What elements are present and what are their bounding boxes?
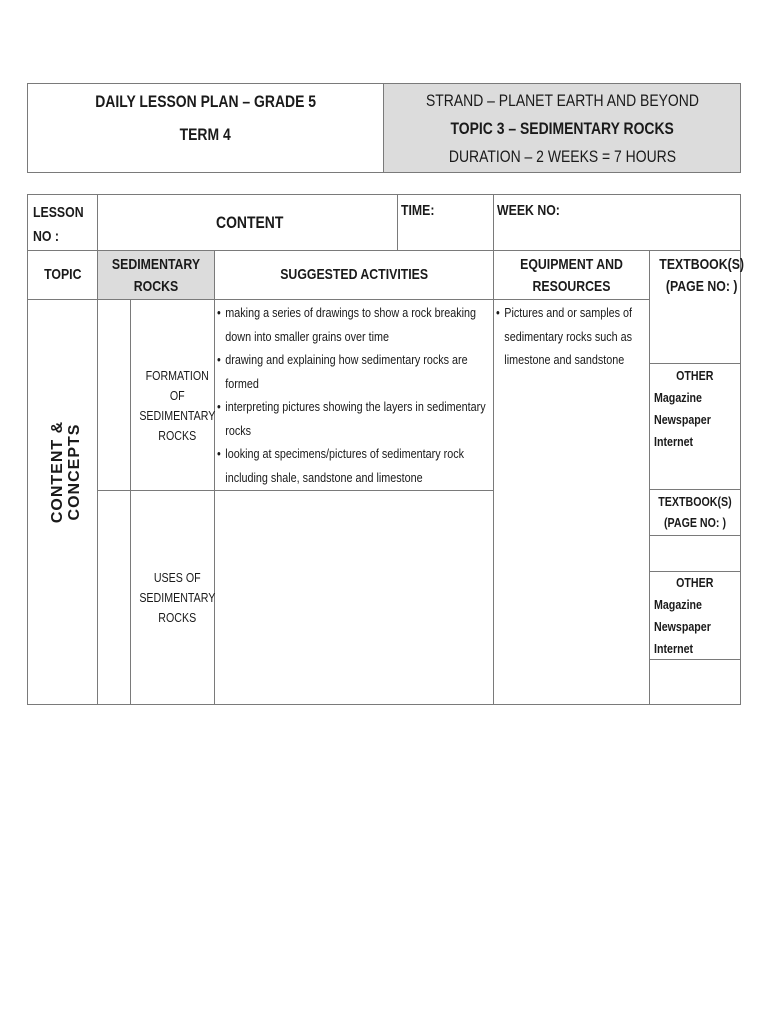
lesson-no-label: LESSON NO : <box>33 204 84 245</box>
other-label-1: OTHER <box>676 368 714 383</box>
row2-bottom-line <box>27 299 649 300</box>
tb-line1 <box>649 363 741 364</box>
other-list-1: Magazine Newspaper Internet <box>654 390 711 449</box>
tb-line2 <box>649 489 741 490</box>
other-label-2: OTHER <box>676 575 714 590</box>
strand-label: STRAND – PLANET EARTH AND BEYOND <box>425 91 699 110</box>
subtopic-uses: USES OF SEDIMENTARY ROCKS <box>139 570 216 625</box>
col6-line <box>649 251 650 705</box>
week-no-label: WEEK NO: <box>497 202 560 219</box>
col2b-line <box>130 300 131 705</box>
duration-label: DURATION – 2 WEEKS = 7 HOURS <box>448 147 676 166</box>
lesson-plan-title: DAILY LESSON PLAN – GRADE 5 <box>95 92 316 111</box>
time-divider <box>397 194 398 251</box>
other-list-2: Magazine Newspaper Internet <box>654 597 711 656</box>
textbook-label-2: TEXTBOOK(S) (PAGE NO: ) <box>658 494 732 530</box>
equipment-header: EQUIPMENT AND RESOURCES <box>520 256 623 295</box>
topic-label: TOPIC 3 – SEDIMENTARY ROCKS <box>450 119 674 138</box>
subtopic-formation: FORMATION OF SEDIMENTARY ROCKS <box>139 368 216 443</box>
resource-item: • Pictures and or samples of sedimentary rocks such as limestone and sandstone <box>496 301 645 372</box>
time-label: TIME: <box>401 202 435 219</box>
activities-list <box>217 301 491 489</box>
activity-item: • looking at specimens/pictures of sedimentary rock including shale, sandstone and limestone <box>217 442 491 489</box>
content-concepts-side-label: CONTENT & CONCEPTS <box>49 420 83 524</box>
suggested-activities-header: SUGGESTED ACTIVITIES <box>280 266 428 283</box>
activity-item: • drawing and explaining how sedimentary rocks are formed <box>217 348 491 395</box>
col3-line <box>214 251 215 705</box>
textbook-header: TEXTBOOK(S) (PAGE NO: ) <box>659 256 745 295</box>
topic-value: SEDIMENTARY ROCKS <box>111 256 201 295</box>
activity-item: • making a series of drawings to show a rock breaking down into smaller grains over time <box>217 301 491 348</box>
resources-list <box>496 301 645 372</box>
subtopic-divider <box>97 490 493 491</box>
term-label: TERM 4 <box>179 125 232 144</box>
tb-line4 <box>649 571 741 572</box>
tb-line3 <box>649 535 741 536</box>
content-label: CONTENT <box>216 213 284 232</box>
activity-item: • interpreting pictures showing the layers in sedimentary rocks <box>217 395 491 442</box>
topic-header: TOPIC <box>43 266 82 283</box>
